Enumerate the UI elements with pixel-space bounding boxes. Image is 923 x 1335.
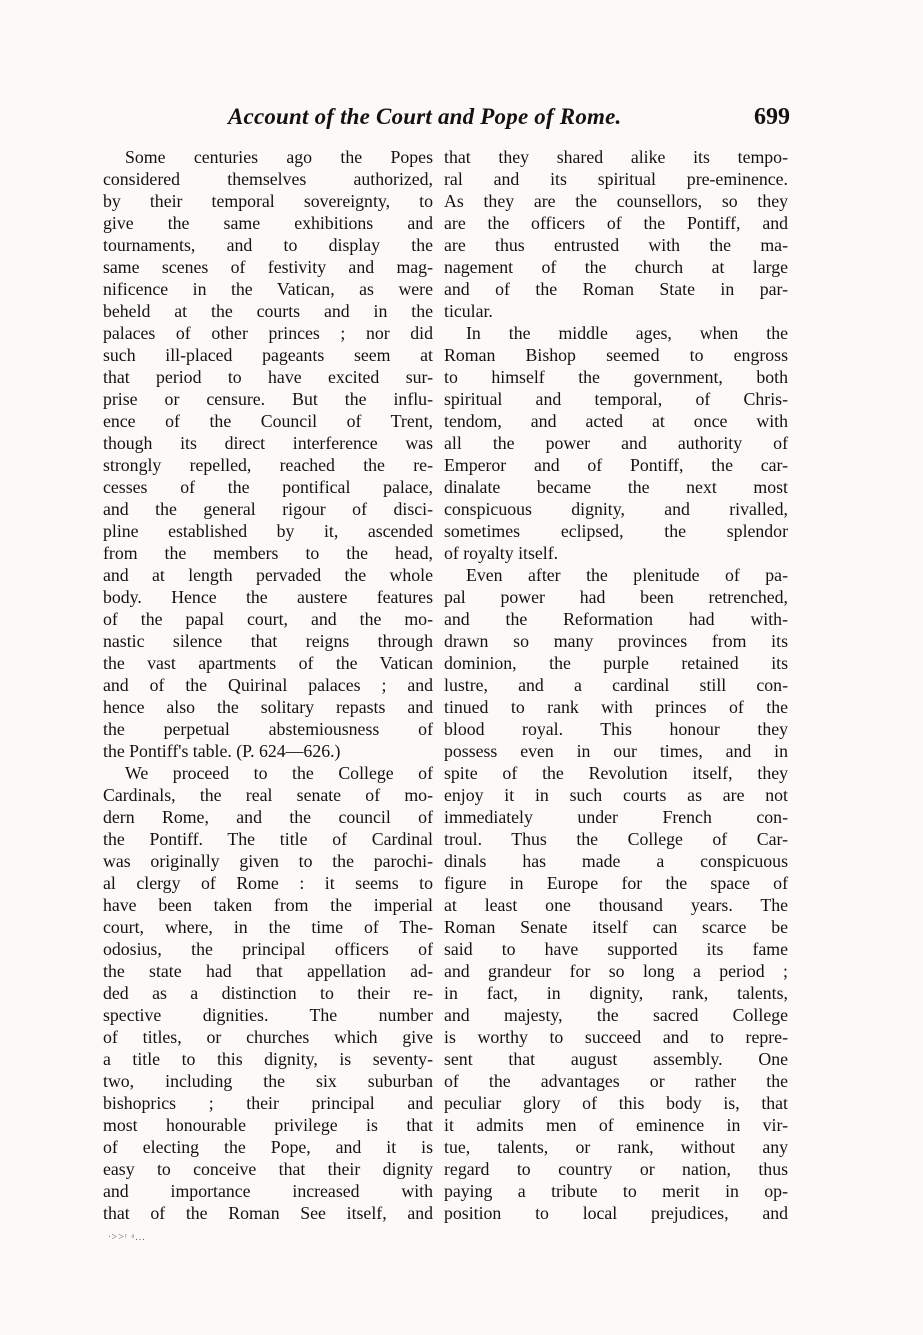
text-line: though its direct interference was bbox=[103, 433, 433, 453]
text-line: a title to this dignity, is seventy- bbox=[103, 1049, 433, 1069]
text-line: lustre, and a cardinal still con- bbox=[444, 675, 788, 695]
text-line: drawn so many provinces from its bbox=[444, 631, 788, 651]
text-line: conspicuous dignity, and rivalled, bbox=[444, 499, 788, 519]
text-line: the perpetual abstemiousness of bbox=[103, 719, 433, 739]
text-line: are thus entrusted with the ma- bbox=[444, 235, 788, 255]
text-line: blood royal. This honour they bbox=[444, 719, 788, 739]
text-line: odosius, the principal officers of bbox=[103, 939, 433, 959]
text-line: al clergy of Rome : it seems to bbox=[103, 873, 433, 893]
text-line: from the members to the head, bbox=[103, 543, 433, 563]
left-text-column bbox=[103, 146, 433, 1224]
right-text-column bbox=[444, 146, 788, 1224]
text-line: body. Hence the austere features bbox=[103, 587, 433, 607]
text-line: possess even in our times, and in bbox=[444, 741, 788, 761]
bleed-through-marks: ᐧ>>ʳ ᵃ... bbox=[108, 1232, 146, 1243]
text-line: and the Reformation had with- bbox=[444, 609, 788, 629]
text-line: As they are the counsellors, so they bbox=[444, 191, 788, 211]
text-line: immediately under French con- bbox=[444, 807, 788, 827]
text-line: Even after the plenitude of pa- bbox=[466, 565, 788, 585]
text-line: In the middle ages, when the bbox=[466, 323, 788, 343]
text-line: tue, talents, or rank, without any bbox=[444, 1137, 788, 1157]
text-line: that of the Roman See itself, and bbox=[103, 1203, 433, 1223]
text-line: of titles, or churches which give bbox=[103, 1027, 433, 1047]
text-line: same scenes of festivity and mag- bbox=[103, 257, 433, 277]
text-line: and grandeur for so long a period ; bbox=[444, 961, 788, 981]
text-line: tinued to rank with princes of the bbox=[444, 697, 788, 717]
text-line: to himself the government, both bbox=[444, 367, 788, 387]
text-line: dominion, the purple retained its bbox=[444, 653, 788, 673]
text-line: and at length pervaded the whole bbox=[103, 565, 433, 585]
text-line: hence also the solitary repasts and bbox=[103, 697, 433, 717]
text-line: and majesty, the sacred College bbox=[444, 1005, 788, 1025]
text-line: the Pontiff. The title of Cardinal bbox=[103, 829, 433, 849]
text-line: beheld at the courts and in the bbox=[103, 301, 433, 321]
text-line: the state had that appellation ad- bbox=[103, 961, 433, 981]
text-line: was originally given to the parochi- bbox=[103, 851, 433, 871]
text-line: Some centuries ago the Popes bbox=[125, 147, 433, 167]
text-line: and of the Quirinal palaces ; and bbox=[103, 675, 433, 695]
text-line: and the general rigour of disci- bbox=[103, 499, 433, 519]
text-line: at least one thousand years. The bbox=[444, 895, 788, 915]
text-line: and of the Roman State in par- bbox=[444, 279, 788, 299]
text-line: said to have supported its fame bbox=[444, 939, 788, 959]
text-line: dinalate became the next most bbox=[444, 477, 788, 497]
text-line: and importance increased with bbox=[103, 1181, 433, 1201]
text-line: most honourable privilege is that bbox=[103, 1115, 433, 1135]
text-line: of the papal court, and the mo- bbox=[103, 609, 433, 629]
text-line: bishoprics ; their principal and bbox=[103, 1093, 433, 1113]
text-line: it admits men of eminence in vir- bbox=[444, 1115, 788, 1135]
text-line: all the power and authority of bbox=[444, 433, 788, 453]
text-line: considered themselves authorized, bbox=[103, 169, 433, 189]
text-line: easy to conceive that their dignity bbox=[103, 1159, 433, 1179]
text-line: ticular. bbox=[444, 301, 493, 321]
text-line: by their temporal sovereignty, to bbox=[103, 191, 433, 211]
text-line: that period to have excited sur- bbox=[103, 367, 433, 387]
text-line: Emperor and of Pontiff, the car- bbox=[444, 455, 788, 475]
text-line: Cardinals, the real senate of mo- bbox=[103, 785, 433, 805]
text-line: palaces of other princes ; nor did bbox=[103, 323, 433, 343]
running-head bbox=[100, 104, 790, 138]
text-line: nastic silence that reigns through bbox=[103, 631, 433, 651]
text-line: pal power had been retrenched, bbox=[444, 587, 788, 607]
text-line: in fact, in dignity, rank, talents, bbox=[444, 983, 788, 1003]
text-line: nificence in the Vatican, as were bbox=[103, 279, 433, 299]
text-line: such ill-placed pageants seem at bbox=[103, 345, 433, 365]
text-line: dern Rome, and the council of bbox=[103, 807, 433, 827]
text-line: tendom, and acted at once with bbox=[444, 411, 788, 431]
text-line: of royalty itself. bbox=[444, 543, 559, 563]
text-line: figure in Europe for the space of bbox=[444, 873, 788, 893]
text-line: that they shared alike its tempo- bbox=[444, 147, 788, 167]
text-line: ence of the Council of Trent, bbox=[103, 411, 433, 431]
text-line: position to local prejudices, and bbox=[444, 1203, 788, 1223]
text-line: regard to country or nation, thus bbox=[444, 1159, 788, 1179]
text-line: sometimes eclipsed, the splendor bbox=[444, 521, 788, 541]
text-line: is worthy to succeed and to repre- bbox=[444, 1027, 788, 1047]
text-line: are the officers of the Pontiff, and bbox=[444, 213, 788, 233]
text-line: ral and its spiritual pre-eminence. bbox=[444, 169, 788, 189]
text-line: peculiar glory of this body is, that bbox=[444, 1093, 788, 1113]
text-line: the vast apartments of the Vatican bbox=[103, 653, 433, 673]
text-line: of the advantages or rather the bbox=[444, 1071, 788, 1091]
text-line: paying a tribute to merit in op- bbox=[444, 1181, 788, 1201]
text-line: of electing the Pope, and it is bbox=[103, 1137, 433, 1157]
text-line: ded as a distinction to their re- bbox=[103, 983, 433, 1003]
text-line: two, including the six suburban bbox=[103, 1071, 433, 1091]
text-line: troul. Thus the College of Car- bbox=[444, 829, 788, 849]
text-line: dinals has made a conspicuous bbox=[444, 851, 788, 871]
text-line: nagement of the church at large bbox=[444, 257, 788, 277]
text-line: spective dignities. The number bbox=[103, 1005, 433, 1025]
text-line: have been taken from the imperial bbox=[103, 895, 433, 915]
text-line: sent that august assembly. One bbox=[444, 1049, 788, 1069]
text-line: give the same exhibitions and bbox=[103, 213, 433, 233]
page-number: 699 bbox=[754, 104, 790, 130]
text-line: We proceed to the College of bbox=[125, 763, 433, 783]
running-title: Account of the Court and Pope of Rome. bbox=[228, 104, 622, 129]
text-line: cesses of the pontifical palace, bbox=[103, 477, 433, 497]
text-line: spite of the Revolution itself, they bbox=[444, 763, 788, 783]
text-line: strongly repelled, reached the re- bbox=[103, 455, 433, 475]
text-line: tournaments, and to display the bbox=[103, 235, 433, 255]
text-line: spiritual and temporal, of Chris- bbox=[444, 389, 788, 409]
text-line: prise or censure. But the influ- bbox=[103, 389, 433, 409]
text-line: Roman Bishop seemed to engross bbox=[444, 345, 788, 365]
text-line: Roman Senate itself can scarce be bbox=[444, 917, 788, 937]
text-line: court, where, in the time of The- bbox=[103, 917, 433, 937]
text-line: pline established by it, ascended bbox=[103, 521, 433, 541]
text-line: enjoy it in such courts as are not bbox=[444, 785, 788, 805]
text-line: the Pontiff's table. (P. 624—626.) bbox=[103, 741, 341, 761]
